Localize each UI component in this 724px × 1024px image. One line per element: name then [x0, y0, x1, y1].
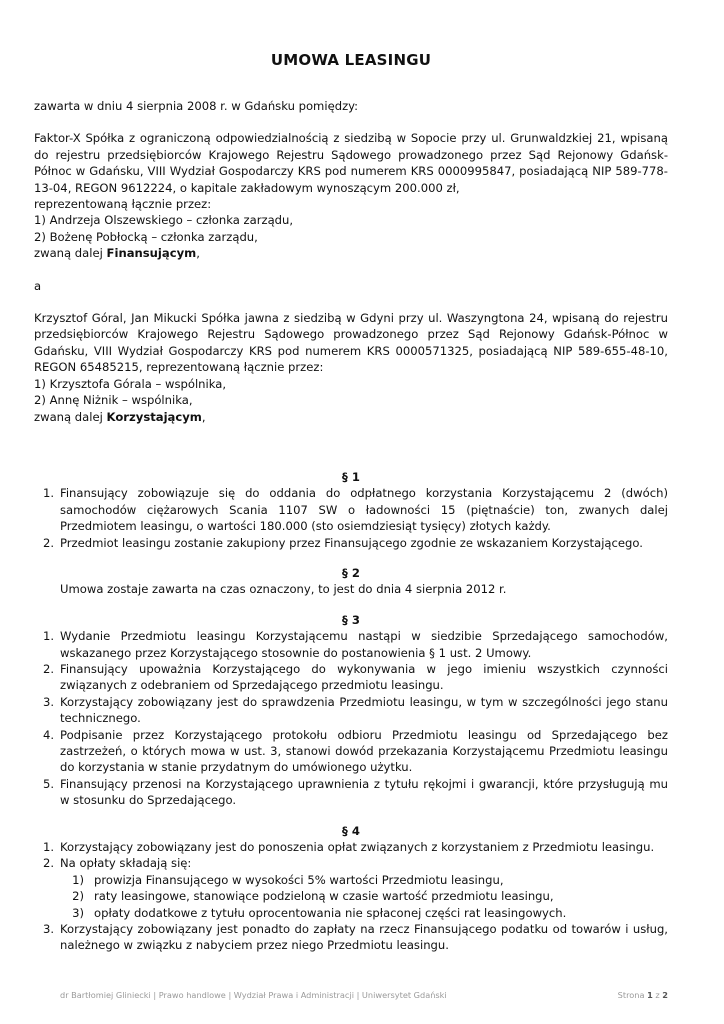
footer-author: dr Bartłomiej Gliniecki | Prawo handlowe | Wydział Prawa i Administracji | Uniwersytet Gdański: [60, 990, 447, 1000]
party1-called: [34, 245, 668, 261]
subitem-number: 1): [72, 872, 84, 887]
page-number: [618, 990, 668, 1000]
item-number: 3.: [42, 922, 54, 937]
item-number: 4.: [42, 727, 54, 742]
section-title: § 1: [342, 469, 360, 484]
party2-description: Krzysztof Góral, Jan Mikucki Spółka jawna z siedzibą w Gdyni przy ul. Waszyngtona 24, wpisaną do rejestru przedsiębiorców Krajowego Rejestru Sądowego prowadzonego przez Sąd Rejonowy Gdańsk-Północ w Gdańsku, VIII Wydział Gospodarczy KRS pod numerem KRS 0000571325, posiadającą NIP 589-655-48-10, REGON 65485215, reprezentowaną łącznie przez:: [34, 311, 668, 375]
subitem-number: 3): [72, 905, 84, 920]
party2-called-suffix: ,: [201, 409, 206, 424]
list-item: [34, 485, 668, 534]
section-2: [34, 565, 668, 598]
list-item: [34, 694, 668, 727]
subitem-text: raty leasingowe, stanowiące podzieloną w czasie wartość przedmiotu leasingu,: [94, 889, 554, 904]
item-text: Finansujący upoważnia Korzystającego do wykonywania w jego imieniu wszystkich czynności związanych z odebraniem od Sprzedającego przedmiotu leasingu.: [60, 661, 668, 693]
item-text: Finansujący przenosi na Korzystającego uprawnienia z tytułu rękojmi i gwarancji, które przysługują mu w stosunku do Sprzedającego.: [60, 776, 668, 808]
item-text: Podpisanie przez Korzystającego protokołu odbioru Przedmiotu leasingu od Sprzedającego bez zastrzeżeń, o których mowa w ust. 3, stanowi dowód przekazania Korzystającemu Przedmiotu leasingu do korzystania w stanie przydatnym do umówionego użytku.: [60, 727, 668, 775]
list-item: [34, 921, 668, 954]
item-number: 1.: [42, 840, 54, 855]
section-1-list: [34, 485, 668, 551]
page-of: z: [652, 990, 663, 1000]
list-item: [34, 776, 668, 809]
party2-rep2: 2) Annę Niżnik – wspólnika,: [34, 393, 193, 408]
item-number: 1.: [42, 629, 54, 644]
party1-called-prefix: zwaną dalej: [34, 246, 107, 261]
party1-description: Faktor-X Spółka z ograniczoną odpowiedzialnością z siedzibą w Sopocie przy ul. Grunwaldzkiej 21, wpisaną do rejestru przedsiębiorców Krajowego Rejestru Sądowego prowadzonego przez Sąd Rejonowy Gdańsk-Północ w Gdańsku, VIII Wydział Gospodarczy KRS pod numerem KRS 0000995847, posiadającą NIP 589-778-13-04, REGON 9612224, o kapitale zakładowym wynoszącym 200.000 zł,: [34, 131, 668, 195]
document-title: UMOWA LEASINGU: [270, 51, 432, 69]
item-number: 1.: [42, 486, 54, 501]
sublist-item: [60, 872, 668, 888]
party1-rep1: 1) Andrzeja Olszewskiego – członka zarządu,: [34, 213, 294, 228]
party2-called-name: Korzystającym: [106, 409, 202, 424]
section-2-text: Umowa zostaje zawarta na czas oznaczony, to jest do dnia 4 sierpnia 2012 r.: [60, 582, 507, 597]
item-text: Przedmiot leasingu zostanie zakupiony przez Finansującego zgodnie ze wskazaniem Korzystającego.: [60, 535, 643, 550]
item-number: 2.: [42, 661, 54, 676]
intro-line: zawarta w dniu 4 sierpnia 2008 r. w Gdańsku pomiędzy:: [34, 99, 359, 113]
party1-called-name: Finansującym: [106, 246, 197, 261]
page-label: Strona: [617, 990, 648, 1000]
item-number: 5.: [42, 776, 54, 791]
and-separator: a: [34, 278, 42, 293]
party2-called-prefix: zwaną dalej: [34, 409, 107, 424]
party2-rep1: 1) Krzysztofa Górala – wspólnika,: [34, 376, 227, 391]
item-text: Finansujący zobowiązuje się do oddania do odpłatnego korzystania Korzystającemu 2 (dwóch) samochodów ciężarowych Scania 1107 SW o ładowności 15 (piętnaście) ton, zwanych dalej Przedmiotem leasingu, o wartości 180.000 (sto osiemdziesiąt tysięcy) złotych każdy.: [60, 486, 668, 534]
sublist-item: [60, 888, 668, 904]
section-title: § 2: [342, 565, 360, 580]
page-current: 1: [647, 990, 653, 1000]
item-text: Na opłaty składają się:: [60, 856, 192, 871]
list-item: [34, 839, 668, 855]
list-item: [34, 628, 668, 661]
document-page: [34, 50, 668, 954]
section-1: [34, 469, 668, 551]
subitem-text: opłaty dodatkowe z tytułu oprocentowania nie spłaconej części rat leasingowych.: [94, 905, 567, 920]
item-text: Korzystający zobowiązany jest ponadto do zapłaty na rzecz Finansującego podatku od towarów i usług, należnego w związku z nabyciem przez niego Przedmiotu leasingu.: [60, 922, 668, 953]
item-text: Wydanie Przedmiotu leasingu Korzystającemu nastąpi w siedzibie Sprzedającego samochodów, wskazanego przez Korzystającego stosownie do postanowienia § 1 ust. 2 Umowy.: [60, 629, 668, 660]
list-item: [34, 727, 668, 776]
list-item: [34, 661, 668, 694]
sublist-item: [60, 905, 668, 921]
item-text: Korzystający zobowiązany jest do ponoszenia opłat związanych z korzystaniem z Przedmiotu leasingu.: [60, 840, 655, 855]
section-4: [34, 823, 668, 954]
page-footer: [60, 990, 668, 1000]
sublist: [60, 872, 668, 921]
item-number: 3.: [42, 694, 54, 709]
list-item: [34, 535, 668, 551]
section-3-list: [34, 628, 668, 808]
section-3: [34, 612, 668, 809]
page-total: 2: [662, 990, 668, 1000]
item-text: Korzystający zobowiązany jest do sprawdzenia Przedmiotu leasingu, w tym w szczególności jego stanu technicznego.: [60, 694, 668, 726]
item-number: 2.: [42, 535, 54, 550]
section-title: § 3: [342, 612, 360, 627]
section-4-list: [34, 839, 668, 954]
party1-called-suffix: ,: [196, 246, 200, 261]
subitem-text: prowizja Finansującego w wysokości 5% wartości Przedmiotu leasingu,: [94, 872, 504, 887]
subitem-number: 2): [72, 889, 84, 904]
list-item: [34, 855, 668, 921]
party1-represented: reprezentowaną łącznie przez:: [34, 197, 212, 212]
item-number: 2.: [42, 856, 54, 871]
section-title: § 4: [342, 823, 360, 838]
party2-called: [34, 409, 668, 425]
party1-rep2: 2) Bożenę Pobłocką – członka zarządu,: [34, 229, 258, 244]
